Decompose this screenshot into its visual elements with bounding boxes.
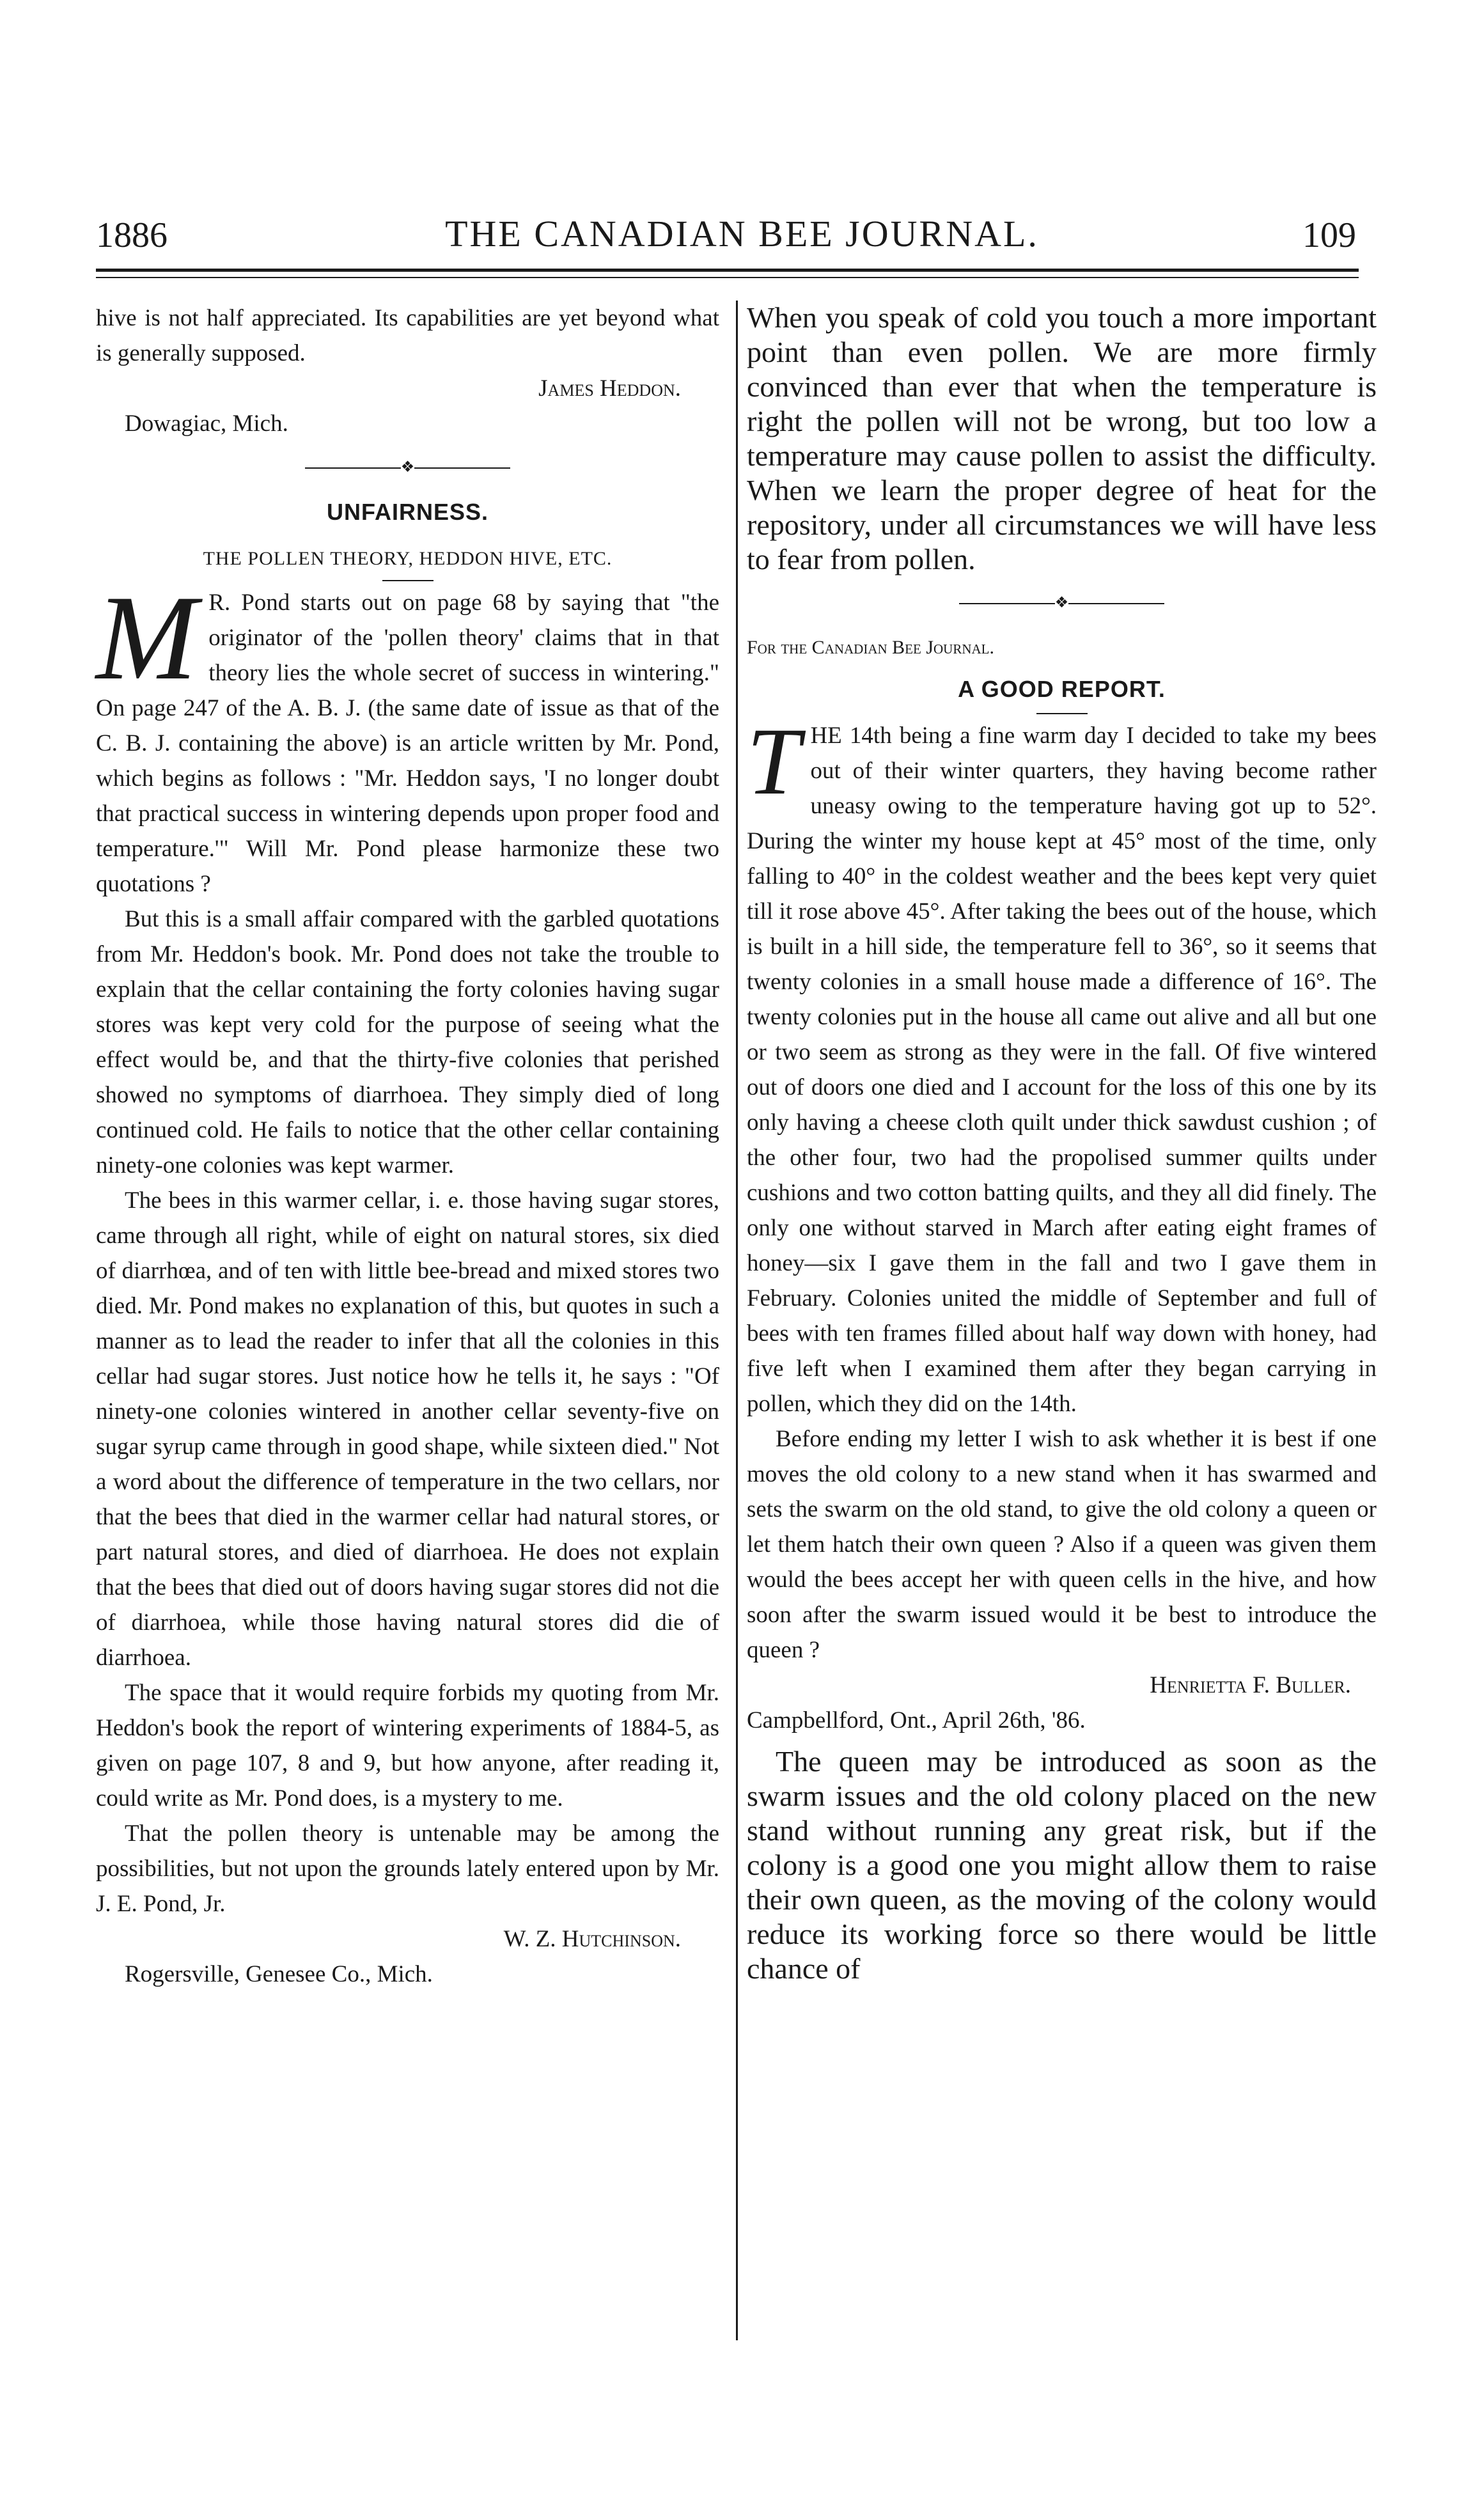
editorial-answer-queen: The queen may be introduced as soon as the swarm issues and the old colony placed on the new stand without running any great risk, but if the colony is a good one you might allow them to raise their own queen, as the moving of the colony would reduce its working force so there would be little chance of bbox=[747, 1745, 1377, 1985]
article-heading-unfairness: UNFAIRNESS. bbox=[326, 499, 489, 525]
ornament-divider: ❖ bbox=[96, 450, 719, 485]
dropcap-t: T bbox=[747, 708, 801, 815]
left-column bbox=[96, 301, 719, 1992]
editorial-note-cold: When you speak of cold you touch a more important point than even pollen. We are more firmly convinced than ever that when the temperature is right the pollen will not be wrong, but too low a temperature may cause pollen to assist the difficulty. When we learn the proper degree of heat for the repository, under all circumstances we will have less to fear from pollen. bbox=[747, 301, 1377, 575]
left-paragraph-6: That the pollen theory is untenable may be among the possibilities, but not upon the grounds lately entered upon by Mr. J. E. Pond, Jr. bbox=[96, 1820, 719, 1917]
journal-title: THE CANADIAN BEE JOURNAL. bbox=[445, 213, 1039, 254]
place-dowagiac: Dowagiac, Mich. bbox=[125, 411, 288, 437]
place-rogersville: Rogersville, Genesee Co., Mich. bbox=[125, 1961, 433, 1987]
article-heading-good-report: A GOOD REPORT. bbox=[958, 676, 1166, 702]
left-paragraph-5: The space that it would require forbids my quoting from Mr. Heddon's book the report of wintering experiments of 1884-5, as given on page 107, 8 and 9, but how anyone, after reading it, could write as Mr. Pond does, is a mystery to me. bbox=[96, 1680, 719, 1811]
header-rule-thin bbox=[96, 277, 1359, 278]
dropcap-m: M bbox=[96, 571, 198, 705]
page-number: 109 bbox=[1302, 215, 1356, 255]
header-year: 1886 bbox=[96, 215, 168, 255]
left-paragraph-4: The bees in this warmer cellar, i. e. those having sugar stores, came through all right, while of eight on natural stores, six died of diarrhœa, and of ten with little bee-bread and mixed stores two died. Mr. Pond makes no explanation of this, but quotes in such a manner as to lead the reader to infer that all the colonies in this cellar had sugar stores. Just notice how he tells it, he says : "Of ninety-one colonies wintered in another cellar seventy-five on sugar syrup came through in good shape, while sixteen died." Not a word about the difference of temperature in the two cellars, nor that the bees that died in the warmer cellar had natural stores, or part natural stores, and died of diarrhoea. He does not explain that the bees that died out of doors having sugar stores did not die of diarrhoea, while those having natural stores did die of diarrhoea. bbox=[96, 1187, 719, 1671]
left-paragraph-3: But this is a small affair compared with the garbled quotations from Mr. Heddon's book. Mr. Pond does not take the trouble to explain that the cellar containing the forty colonies having sugar stores was kept very cold for the purpose of seeing what the effect would be, and that the thirty-five colonies that perished showed no symptoms of diarrhoea. They simply died of long continued cold. He fails to notice that the other cellar containing ninety-one colonies was kept warmer. bbox=[96, 906, 719, 1178]
right-paragraph-2: THE 14th being a fine warm day I decided to take my bees out of their winter quarters, they having become rather uneasy owing to the temperature having got up to 52°. During the winter my house kept at 45° most of the time, only falling to 40° in the coldest weather and the bees kept very quiet till it rose above 45°. After taking the bees out of the house, which is built in a hill side, the temperature fell to 36°, so it seems that twenty colonies in a small house made a difference of 16°. The twenty colonies put in the house all came out alive and all but one or two seem as strong as they were in the fall. Of five wintered out of doors one died and I account for the loss of this one by its only having a cheese cloth quilt under thick sawdust cushion ; of the other four, two had the propolised summer quilts under cushions and two cotton batting quilts, and they all did finely. The only one without starved in March after eating eight frames of honey—six I gave them in the fall and two I gave them in February. Colonies united the middle of September and full of bees with ten frames filled about half way down with honey, had five left when I examined them after they began carrying in pollen, which they did on the 14th. bbox=[747, 708, 1377, 1417]
signature-heddon: James Heddon. bbox=[538, 375, 681, 402]
for-journal-line: For the Canadian Bee Journal. bbox=[747, 637, 995, 658]
place-campbellford: Campbellford, Ont., April 26th, '86. bbox=[747, 1707, 1086, 1733]
column-divider bbox=[736, 301, 738, 2340]
article-subheading-pollen: THE POLLEN THEORY, HEDDON HIVE, ETC. bbox=[203, 548, 613, 569]
short-rule-right bbox=[1036, 713, 1088, 714]
signature-hutchinson: W. Z. Hutchinson. bbox=[503, 1926, 681, 1952]
right-paragraph-3: Before ending my letter I wish to ask whether it is best if one moves the old colony to a new stand when it has swarmed and sets the swarm on the old stand, to give the old colony a queen or let them hatch their own queen ? Also if a queen was given them would the bees accept her with queen cells in the hive, and how soon after the swarm issued would it be best to introduce the queen ? bbox=[747, 1426, 1377, 1663]
ornament-divider-right: ❖ bbox=[747, 586, 1377, 621]
signature-buller: Henrietta F. Buller. bbox=[1150, 1672, 1351, 1698]
left-paragraph-2: M R. Pond starts out on page 68 by saying that "the originator of the 'pollen theory' claims that in that theory lies the whole secret of success in wintering." On page 247 of the A. B. J. (the same date of issue as that of the C. B. J. containing the above) is an article written by Mr. Pond, which begins as follows : "Mr. Heddon says, 'I no longer doubt that practical success in wintering depends upon proper food and temperature.'" Will Mr. Pond please harmonize these two quotations ? bbox=[96, 571, 719, 897]
left-paragraph-1: hive is not half appreciated. Its capabilities are yet beyond what is generally supposed. bbox=[96, 305, 719, 366]
header-rule-thick bbox=[96, 269, 1359, 272]
right-column bbox=[747, 301, 1377, 1986]
short-rule bbox=[382, 580, 433, 581]
